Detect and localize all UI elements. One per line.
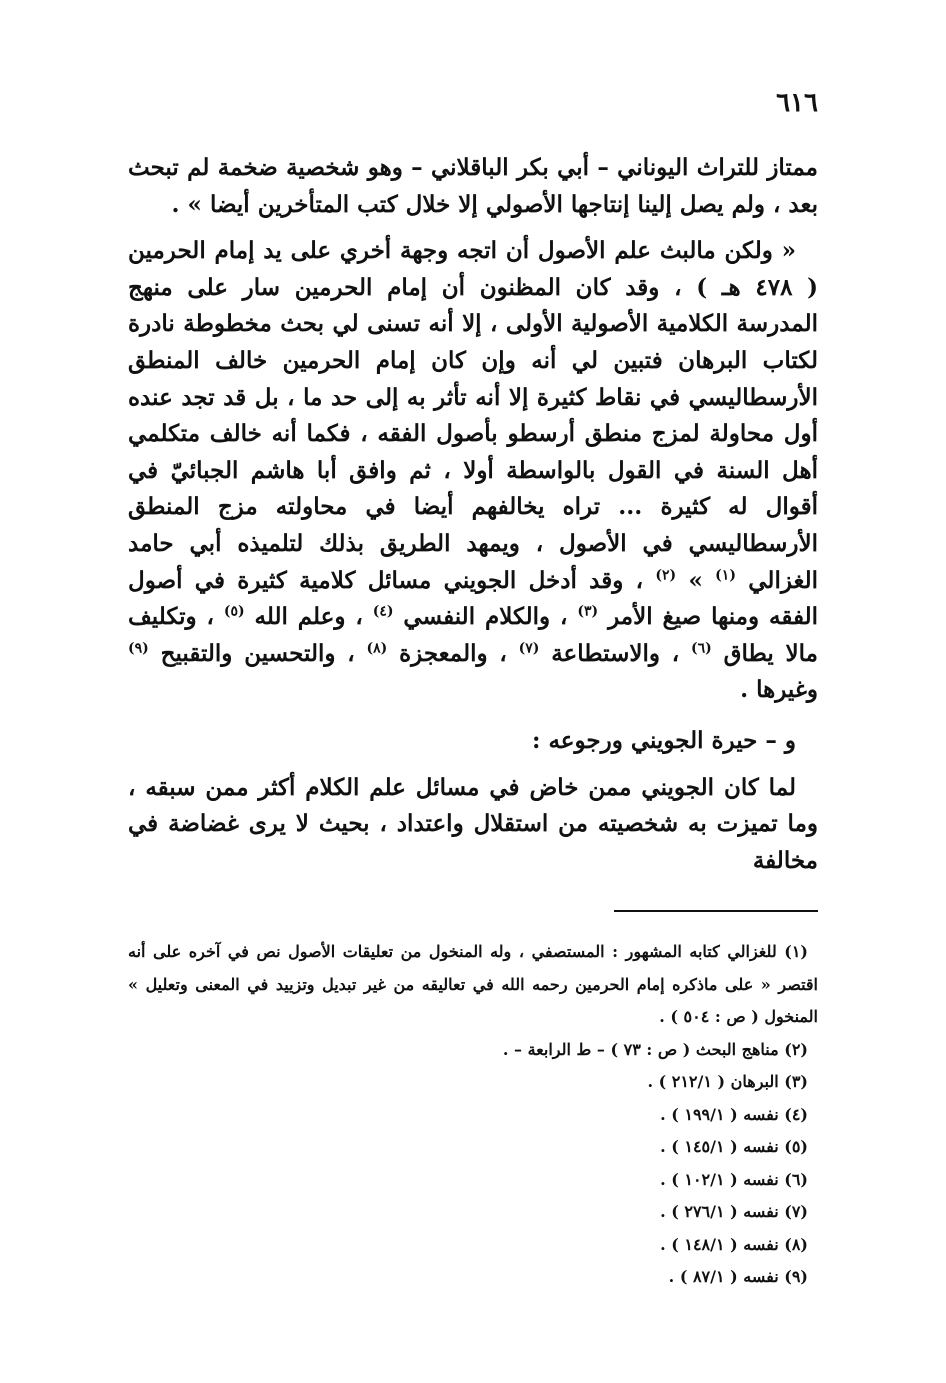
main-text <box>128 150 818 879</box>
footnotes <box>128 936 818 1294</box>
paragraph-2-text-f: ، وتكليف مالا يطاق <box>128 603 818 667</box>
footnote-7: (٧) نفسه ( ٢٧٦/١ ) . <box>660 1202 808 1221</box>
footnote-ref-8[interactable]: (٨) <box>366 640 388 657</box>
footnote-3: (٣) البرهان ( ٢١٢/١ ) . <box>647 1072 808 1091</box>
footnote-2: (٢) مناهج البحث ( ص : ٧٣ ) – ط الرابعة – . <box>502 1039 808 1059</box>
footnote-ref-1[interactable]: (١) <box>715 566 736 583</box>
paragraph-2 <box>128 233 818 709</box>
footnote-ref-7[interactable]: (٧) <box>518 640 540 657</box>
paragraph-1: ممتاز للتراث اليوناني – أبي بكر الباقلاني – وهو شخصية ضخمة لم تبحث بعد ، ولم يصل إلينا إنتاجها الأصولي إلا خلال كتب المتأخرين أيضا » . <box>128 154 818 218</box>
footnote-ref-5[interactable]: (٥) <box>223 603 245 620</box>
paragraph-2-text-d: ، والكلام النفسي <box>403 603 578 631</box>
footnote-1: (١) للغزالي كتابه المشهور : المستصفي ، وله المنخول من تعليقات الأصول نص في آخره على أنه اقتصر « على ماذكره إمام الحرمين رحمه الله في تعاليقه من غير تبديل وتزييد في المعنى وتعليل » المنخول ( ص : ٥٠٤ ) . <box>128 942 818 1026</box>
paragraph-2-text-c: ، وقد أدخل الجويني مسائل كلامية كثيرة في أصول الفقه ومنها صيغ الأمر <box>128 566 818 631</box>
footnote-ref-3[interactable]: (٣) <box>577 603 599 620</box>
paragraph-2-text-g: ، والاستطاعة <box>551 639 692 667</box>
section-heading: و – حيرة الجويني ورجوعه : <box>531 726 796 754</box>
paragraph-2-text-a: « ولكن مالبث علم الأصول أن اتجه وجهة أخري على يد إمام الحرمين ( ٤٧٨ هـ ) ، وقد كان المظنون أن إمام الحرمين سار على منهج المدرسة الكلامية الأصولية الأولى ، إلا أنه تسنى لي بحث مخطوطة نادرة لكتاب البرهان فتبين لي أنه وإن كان إمام الحرمين خالف المنطق الأرسطاليسي في نقاط كثيرة إلا أنه تأثر به إلى حد ما ، بل قد تجد عنده أول محاولة لمزج منطق أرسطو بأصول الفقه ، فكما أنه خالف متكلمي أهل السنة في القول بالواسطة أولا ، ثم وافق أبا هاشم الجبائيّ في أقوال له كثيرة ... تراه يخالفهم أيضا في محاولته مزج المنطق الأرسطاليسي في الأصول ، ويمهد الطريق بذلك لتلميذه أبي حامد الغزالي <box>128 237 819 594</box>
footnote-ref-6[interactable]: (٦) <box>691 640 712 657</box>
footnote-4: (٤) نفسه ( ١٩٩/١ ) . <box>660 1104 808 1124</box>
footnote-ref-9[interactable]: (٩) <box>128 640 149 657</box>
footnote-8: (٨) نفسه ( ١٤٨/١ ) . <box>660 1234 808 1254</box>
paragraph-2-text-j: وغيرها . <box>740 676 818 704</box>
footnote-9: (٩) نفسه ( ٨٧/١ ) . <box>668 1267 808 1286</box>
footnote-6: (٦) نفسه ( ١٠٢/١ ) . <box>660 1169 808 1189</box>
paragraph-2-text-e: ، وعلم الله <box>254 603 373 631</box>
paragraph-2-text-b: » <box>676 566 703 594</box>
page-number: ٦١٦ <box>776 88 818 118</box>
footnote-ref-4[interactable]: (٤) <box>372 603 394 620</box>
paragraph-3: لما كان الجويني ممن خاض في مسائل علم الكلام أكثر ممن سبقه ، وما تميزت به شخصيته من استقلال واعتداد ، بحيث لا يرى غضاضة في مخالفة <box>128 773 818 874</box>
paragraph-2-text-i: ، والتحسين والتقبيح <box>160 639 367 667</box>
footnote-divider <box>614 910 818 912</box>
footnote-ref-2[interactable]: (٢) <box>655 566 677 583</box>
footnote-5: (٥) نفسه ( ١٤٥/١ ) . <box>660 1137 808 1156</box>
paragraph-2-text-h: ، والمعجزة <box>399 639 519 667</box>
